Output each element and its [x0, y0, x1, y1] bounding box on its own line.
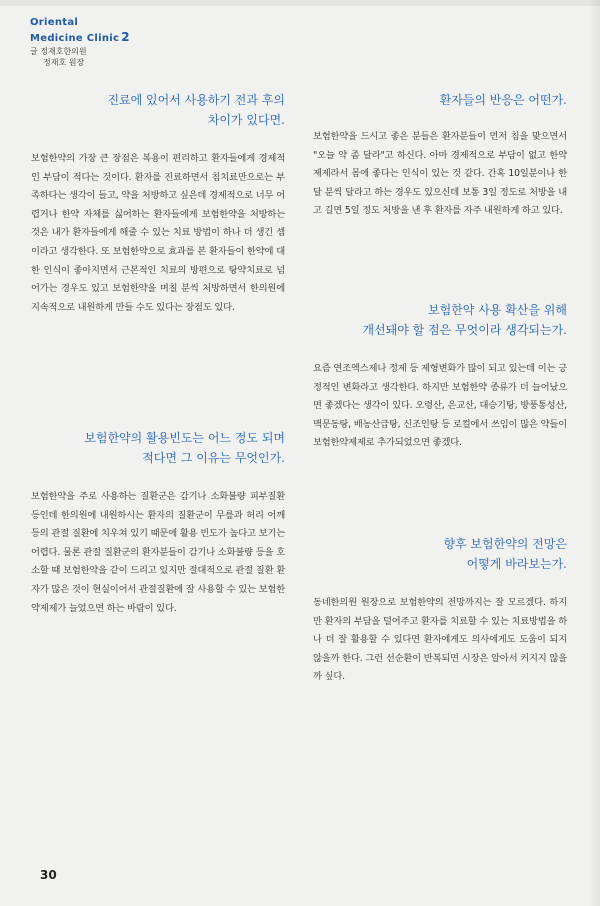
series-label	[30, 16, 130, 45]
qa-block	[313, 90, 567, 221]
question-heading	[313, 90, 567, 110]
byline	[30, 46, 87, 68]
question-heading	[31, 90, 285, 130]
question-line: 적다면 그 이유는 무엇인가.	[142, 451, 285, 465]
question-heading	[313, 534, 567, 574]
page-number: 30	[40, 868, 57, 882]
question-line: 어떻게 바라보는가.	[466, 557, 567, 571]
question-line: 보험한약 사용 확산을 위해	[428, 303, 567, 317]
answer-paragraph: 보험한약을 드시고 좋은 분들은 환자분들이 먼저 침을 맞으면서 "오늘 약 좀 달라"고 하신다. 아마 경제적으로 부담이 없고 한약제제라서 몸에 좋다는 인식이 있는 것 같다. 간혹 10일분이나 한 달 분씩 달라고 하는 경우도 있으신데 보통 3일 정도로 처방을 내고 길면 5일 정도 처방을 낸 후 환자를 자주 내원하게 하고 있다.	[313, 131, 567, 217]
question-line: 향후 보험한약의 전망은	[443, 537, 567, 551]
question-heading	[31, 428, 285, 468]
series-line1: Oriental	[30, 17, 79, 28]
scan-shadow-top	[0, 0, 600, 6]
answer-paragraph: 동네한의원 원장으로 보험한약의 전망까지는 잘 모르겠다. 하지만 환자의 부담을 덜어주고 환자를 치료할 수 있는 치료방법을 하나 더 잘 활용할 수 있다면 환자에게도 의사에게도 도움이 되지 않을까 한다. 그런 선순환이 반복되면 시장은 알아서 커지지 않을까 싶다.	[313, 597, 567, 683]
qa-block	[31, 90, 285, 317]
scan-shadow-edge	[588, 0, 600, 906]
byline-line2: 정재호 원장	[43, 58, 85, 67]
qa-block	[313, 300, 567, 453]
answer-paragraph: 보험한약의 가장 큰 장점은 복용이 편리하고 환자들에게 경제적인 부담이 적다는 것이다. 환자를 진료하면서 침치료만으로는 부족하다는 생각이 들고, 약을 처방하고 싶은데 경제적으로 너무 어렵거나 한약 자체를 싫어하는 환자들에게 보험한약을 처방하는 것은 내가 환자들에게 해줄 수 있는 치료 방법이 하나 더 생긴 셈이라고 생각한다. 또 보험한약으로 효과를 본 환자들이 한약에 대한 인식이 좋아지면서 근본적인 치료의 방편으로 탕약치료로 넘어가는 경우도 있고 보험한약을 며칠 분씩 처방하면서 한의원에 지속적으로 내원하게 만들 수도 있다는 장점도 있다.	[31, 153, 285, 313]
qa-block	[313, 534, 567, 687]
question-heading	[313, 300, 567, 340]
question-line: 차이가 있다면.	[207, 113, 285, 127]
qa-block	[31, 428, 285, 618]
question-line: 환자들의 반응은 어떤가.	[439, 93, 567, 107]
question-line: 보험한약의 활용빈도는 어느 정도 되며	[84, 431, 285, 445]
series-number: 2	[121, 30, 130, 44]
question-line: 개선돼야 할 점은 무엇이라 생각되는가.	[362, 323, 567, 337]
question-line: 진료에 있어서 사용하기 전과 후의	[107, 93, 285, 107]
answer-paragraph: 보험한약을 주로 사용하는 질환군은 감기나 소화불량 피부질환 등인데 한의원에 내원하시는 환자의 질환군이 무릎과 허리 어깨 등의 관절 질환에 치우쳐 있기 때문에 활용 빈도가 높다고 보기는 어렵다. 물론 관절 질환군의 환자분들이 감기나 소화불량 등을 호소할 때 보험한약을 같이 드리고 있지만 절대적으로 관절 질환 환자가 많은 것이 현실이어서 관절질환에 잘 사용할 수 있는 보험한약제제가 늘었으면 하는 바람이 있다.	[31, 491, 285, 614]
series-line2: Medicine Clinic	[30, 33, 120, 44]
answer-paragraph: 요즘 연조엑스제나 정제 등 제형변화가 많이 되고 있는데 이는 긍정적인 변화라고 생각한다. 하지만 보험한약 종류가 더 늘어났으면 좋겠다는 생각이 있다. 오령산, 은교산, 대승기탕, 방풍통성산, 맥문동탕, 배농산급탕, 신조인탕 등 로컬에서 쓰임이 많은 약들이 보험한약제제로 추가되었으면 좋겠다.	[313, 363, 567, 449]
byline-line1: 글 정재호한의원	[30, 47, 87, 56]
